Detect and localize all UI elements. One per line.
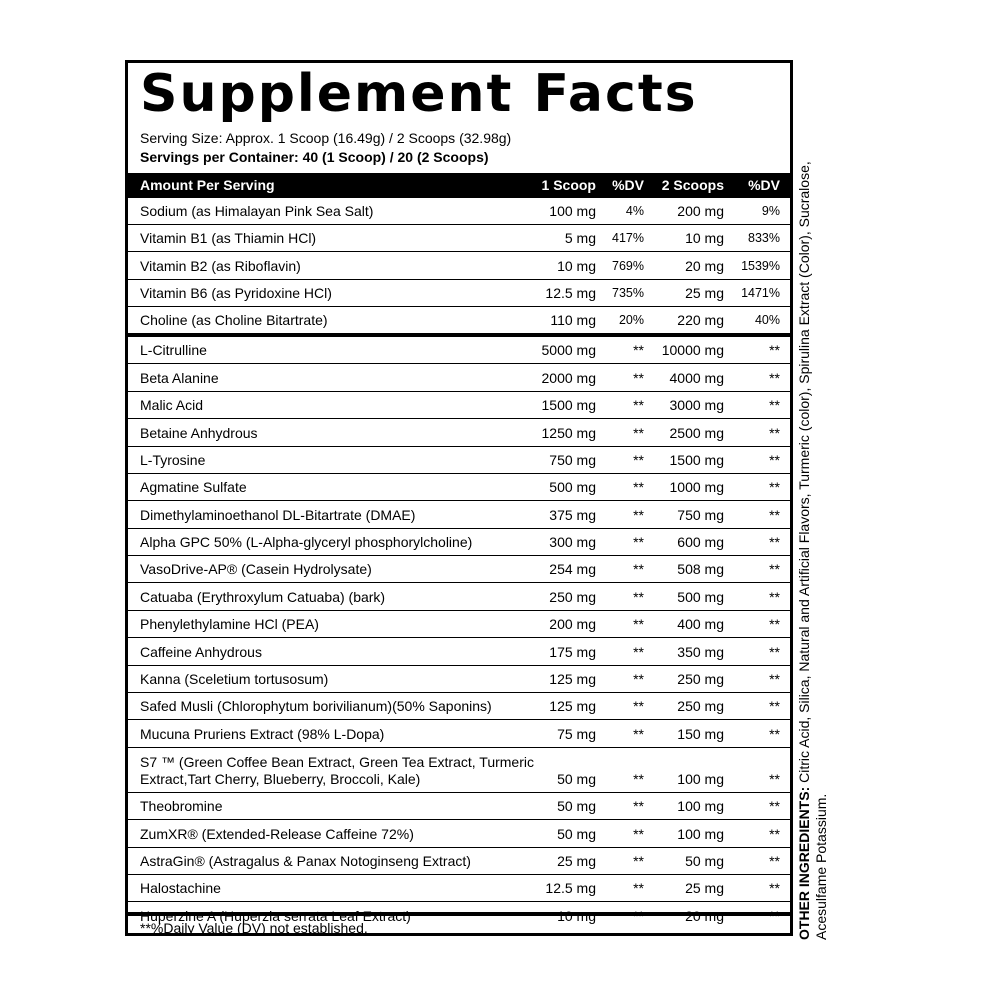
table-row xyxy=(128,473,790,500)
ingredient-name: Huperzine A (Huperzia serrata Leaf Extract) xyxy=(140,907,411,924)
ingredient-name: Caffeine Anhydrous xyxy=(140,643,262,660)
amount-1-scoop: 500 mg xyxy=(549,479,596,496)
ingredient-name: AstraGin® (Astragalus & Panax Notoginseng Extract) xyxy=(140,852,471,869)
amount-1-scoop: 1250 mg xyxy=(541,424,596,441)
dv-1-scoop: ** xyxy=(633,369,644,386)
amount-2-scoops: 10 mg xyxy=(685,230,724,247)
ingredient-name: L-Tyrosine xyxy=(140,451,206,468)
table-row xyxy=(128,610,790,637)
amount-2-scoops: 150 mg xyxy=(677,725,724,742)
dv-2-scoops: ** xyxy=(769,852,780,869)
ingredient-name: Halostachine xyxy=(140,880,221,897)
dv-2-scoops: ** xyxy=(769,369,780,386)
dv-1-scoop: ** xyxy=(633,561,644,578)
table-body xyxy=(128,197,790,929)
dv-2-scoops: ** xyxy=(769,643,780,660)
dv-1-scoop: ** xyxy=(633,616,644,633)
amount-2-scoops: 250 mg xyxy=(677,698,724,715)
amount-2-scoops: 2500 mg xyxy=(669,424,724,441)
serving-size: Serving Size: Approx. 1 Scoop (16.49g) / 2 Scoops (32.98g) xyxy=(140,130,512,146)
ingredient-name: Choline (as Choline Bitartrate) xyxy=(140,311,328,328)
dv-1-scoop: 735% xyxy=(612,285,644,300)
table-row xyxy=(128,418,790,445)
ingredient-name: Dimethylaminoethanol DL-Bitartrate (DMAE) xyxy=(140,506,416,523)
dv-1-scoop: ** xyxy=(633,424,644,441)
amount-1-scoop: 25 mg xyxy=(557,852,596,869)
amount-1-scoop: 300 mg xyxy=(549,534,596,551)
dv-1-scoop: ** xyxy=(633,506,644,523)
dv-2-scoops: 1471% xyxy=(741,285,780,300)
header-2-scoops: 2 Scoops xyxy=(661,177,724,193)
amount-1-scoop: 125 mg xyxy=(549,698,596,715)
amount-2-scoops: 400 mg xyxy=(677,616,724,633)
dv-2-scoops: ** xyxy=(769,451,780,468)
table-row xyxy=(128,747,790,792)
amount-2-scoops: 10000 mg xyxy=(661,342,724,359)
ingredient-name: Alpha GPC 50% (L-Alpha-glyceryl phosphorylcholine) xyxy=(140,534,473,551)
ingredient-name: L-Citrulline xyxy=(140,342,207,359)
amount-1-scoop: 10 mg xyxy=(557,907,596,924)
dv-2-scoops: 9% xyxy=(761,204,780,219)
amount-2-scoops: 3000 mg xyxy=(669,397,724,414)
amount-1-scoop: 12.5 mg xyxy=(545,284,596,301)
amount-2-scoops: 1000 mg xyxy=(669,479,724,496)
dv-2-scoops: ** xyxy=(769,770,780,787)
ingredient-name: Phenylethylamine HCl (PEA) xyxy=(140,616,319,633)
table-row xyxy=(128,500,790,527)
table-row xyxy=(128,792,790,819)
table-row xyxy=(128,637,790,664)
table-row xyxy=(128,719,790,746)
amount-2-scoops: 25 mg xyxy=(685,284,724,301)
table-row xyxy=(128,446,790,473)
footnote xyxy=(128,912,790,937)
amount-1-scoop: 12.5 mg xyxy=(545,880,596,897)
amount-1-scoop: 100 mg xyxy=(549,203,596,220)
dv-1-scoop: ** xyxy=(633,698,644,715)
dv-1-scoop: ** xyxy=(633,671,644,688)
dv-1-scoop: ** xyxy=(633,588,644,605)
dv-2-scoops: ** xyxy=(769,616,780,633)
dv-2-scoops: ** xyxy=(769,725,780,742)
other-ingredients-label: OTHER INGREDIENTS: xyxy=(796,786,812,940)
dv-1-scoop: ** xyxy=(633,825,644,842)
servings-per-container: Servings per Container: 40 (1 Scoop) / 20 (2 Scoops) xyxy=(140,149,489,165)
ingredient-name: Vitamin B1 (as Thiamin HCl) xyxy=(140,230,317,247)
amount-2-scoops: 500 mg xyxy=(677,588,724,605)
ingredient-name: Beta Alanine xyxy=(140,369,219,386)
dv-2-scoops: ** xyxy=(769,825,780,842)
dv-2-scoops: ** xyxy=(769,588,780,605)
dv-1-scoop: ** xyxy=(633,880,644,897)
dv-2-scoops: 1539% xyxy=(741,258,780,273)
facts-table xyxy=(128,173,790,929)
dv-2-scoops: ** xyxy=(769,561,780,578)
amount-2-scoops: 600 mg xyxy=(677,534,724,551)
dv-2-scoops: ** xyxy=(769,798,780,815)
table-row xyxy=(128,333,790,363)
amount-2-scoops: 50 mg xyxy=(685,852,724,869)
amount-2-scoops: 508 mg xyxy=(677,561,724,578)
supplement-facts-panel xyxy=(125,60,793,936)
amount-1-scoop: 375 mg xyxy=(549,506,596,523)
table-row xyxy=(128,847,790,874)
dv-2-scoops: ** xyxy=(769,698,780,715)
amount-2-scoops: 220 mg xyxy=(677,311,724,328)
dv-1-scoop: ** xyxy=(633,534,644,551)
amount-1-scoop: 5000 mg xyxy=(541,342,596,359)
dv-1-scoop: ** xyxy=(633,451,644,468)
amount-1-scoop: 750 mg xyxy=(549,451,596,468)
amount-1-scoop: 50 mg xyxy=(557,798,596,815)
table-row xyxy=(128,251,790,278)
amount-2-scoops: 20 mg xyxy=(685,907,724,924)
amount-1-scoop: 254 mg xyxy=(549,561,596,578)
footnote-text: **%Daily Value (DV) not established. xyxy=(140,920,368,936)
ingredient-name: Sodium (as Himalayan Pink Sea Salt) xyxy=(140,203,374,220)
table-row xyxy=(128,197,790,224)
dv-2-scoops: ** xyxy=(769,342,780,359)
amount-1-scoop: 200 mg xyxy=(549,616,596,633)
dv-2-scoops: ** xyxy=(769,397,780,414)
dv-1-scoop: ** xyxy=(633,798,644,815)
table-header xyxy=(128,173,790,197)
table-row xyxy=(128,874,790,901)
dv-1-scoop: ** xyxy=(633,479,644,496)
amount-1-scoop: 75 mg xyxy=(557,725,596,742)
dv-2-scoops: ** xyxy=(769,671,780,688)
dv-2-scoops: 40% xyxy=(754,312,780,327)
amount-1-scoop: 1500 mg xyxy=(541,397,596,414)
ingredient-name: Catuaba (Erythroxylum Catuaba) (bark) xyxy=(140,588,386,605)
dv-1-scoop: ** xyxy=(633,725,644,742)
ingredient-name: Malic Acid xyxy=(140,397,204,414)
amount-1-scoop: 50 mg xyxy=(557,825,596,842)
table-row xyxy=(128,528,790,555)
header-1-scoop: 1 Scoop xyxy=(541,177,596,193)
amount-1-scoop: 2000 mg xyxy=(541,369,596,386)
dv-1-scoop: 769% xyxy=(612,258,644,273)
dv-1-scoop: ** xyxy=(633,770,644,787)
table-row xyxy=(128,665,790,692)
amount-2-scoops: 1500 mg xyxy=(669,451,724,468)
dv-1-scoop: ** xyxy=(633,397,644,414)
dv-2-scoops: ** xyxy=(769,907,780,924)
amount-2-scoops: 200 mg xyxy=(677,203,724,220)
ingredient-name: Agmatine Sulfate xyxy=(140,479,247,496)
header-dv-1: %DV xyxy=(612,177,644,193)
other-ingredients-text: Citric Acid, Silica, Natural and Artificial Flavors, Turmeric (color), Spirulina Extract (Color), Sucralose, Acesulfame Potassium. xyxy=(796,161,829,940)
ingredient-name: Kanna (Sceletium tortusosum) xyxy=(140,671,329,688)
dv-1-scoop: ** xyxy=(633,852,644,869)
ingredient-name: Betaine Anhydrous xyxy=(140,424,258,441)
panel-title: Supplement Facts xyxy=(140,64,698,124)
dv-2-scoops: ** xyxy=(769,880,780,897)
ingredient-name: Vitamin B2 (as Riboflavin) xyxy=(140,257,301,274)
amount-2-scoops: 25 mg xyxy=(685,880,724,897)
amount-2-scoops: 250 mg xyxy=(677,671,724,688)
amount-2-scoops: 350 mg xyxy=(677,643,724,660)
ingredient-name: Mucuna Pruriens Extract (98% L-Dopa) xyxy=(140,725,385,742)
ingredient-name: Theobromine xyxy=(140,798,223,815)
table-row xyxy=(128,819,790,846)
dv-1-scoop: ** xyxy=(633,342,644,359)
dv-2-scoops: 833% xyxy=(748,231,780,246)
dv-1-scoop: ** xyxy=(633,907,644,924)
ingredient-name: Vitamin B6 (as Pyridoxine HCl) xyxy=(140,284,332,301)
amount-2-scoops: 750 mg xyxy=(677,506,724,523)
amount-1-scoop: 10 mg xyxy=(557,257,596,274)
ingredient-name: Safed Musli (Chlorophytum borivilianum)(50% Saponins) xyxy=(140,698,492,715)
amount-2-scoops: 20 mg xyxy=(685,257,724,274)
amount-2-scoops: 100 mg xyxy=(677,798,724,815)
dv-2-scoops: ** xyxy=(769,534,780,551)
amount-1-scoop: 5 mg xyxy=(564,230,596,247)
ingredient-name: VasoDrive-AP® (Casein Hydrolysate) xyxy=(140,561,372,578)
amount-1-scoop: 125 mg xyxy=(549,671,596,688)
dv-2-scoops: ** xyxy=(769,506,780,523)
table-row xyxy=(128,692,790,719)
table-row xyxy=(128,279,790,306)
ingredient-name: ZumXR® (Extended-Release Caffeine 72%) xyxy=(140,825,414,842)
amount-1-scoop: 250 mg xyxy=(549,588,596,605)
table-row xyxy=(128,224,790,251)
amount-2-scoops: 4000 mg xyxy=(669,369,724,386)
dv-1-scoop: 417% xyxy=(612,231,644,246)
amount-2-scoops: 100 mg xyxy=(677,825,724,842)
table-row xyxy=(128,555,790,582)
amount-2-scoops: 100 mg xyxy=(677,770,724,787)
dv-1-scoop: ** xyxy=(633,643,644,660)
amount-1-scoop: 110 mg xyxy=(550,311,596,328)
header-amount-per-serving: Amount Per Serving xyxy=(140,177,275,193)
ingredient-name: S7 ™ (Green Coffee Bean Extract, Green Tea Extract, Turmeric Extract,Tart Cherry, Blueberry, Broccoli, Kale) xyxy=(140,753,534,787)
amount-1-scoop: 50 mg xyxy=(557,770,596,787)
table-row xyxy=(128,582,790,609)
dv-1-scoop: 20% xyxy=(618,312,644,327)
amount-1-scoop: 175 mg xyxy=(549,643,596,660)
table-row xyxy=(128,363,790,390)
dv-2-scoops: ** xyxy=(769,479,780,496)
header-dv-2: %DV xyxy=(748,177,780,193)
dv-2-scoops: ** xyxy=(769,424,780,441)
dv-1-scoop: 4% xyxy=(625,204,644,219)
table-row xyxy=(128,306,790,333)
table-row xyxy=(128,391,790,418)
other-ingredients xyxy=(796,120,830,940)
